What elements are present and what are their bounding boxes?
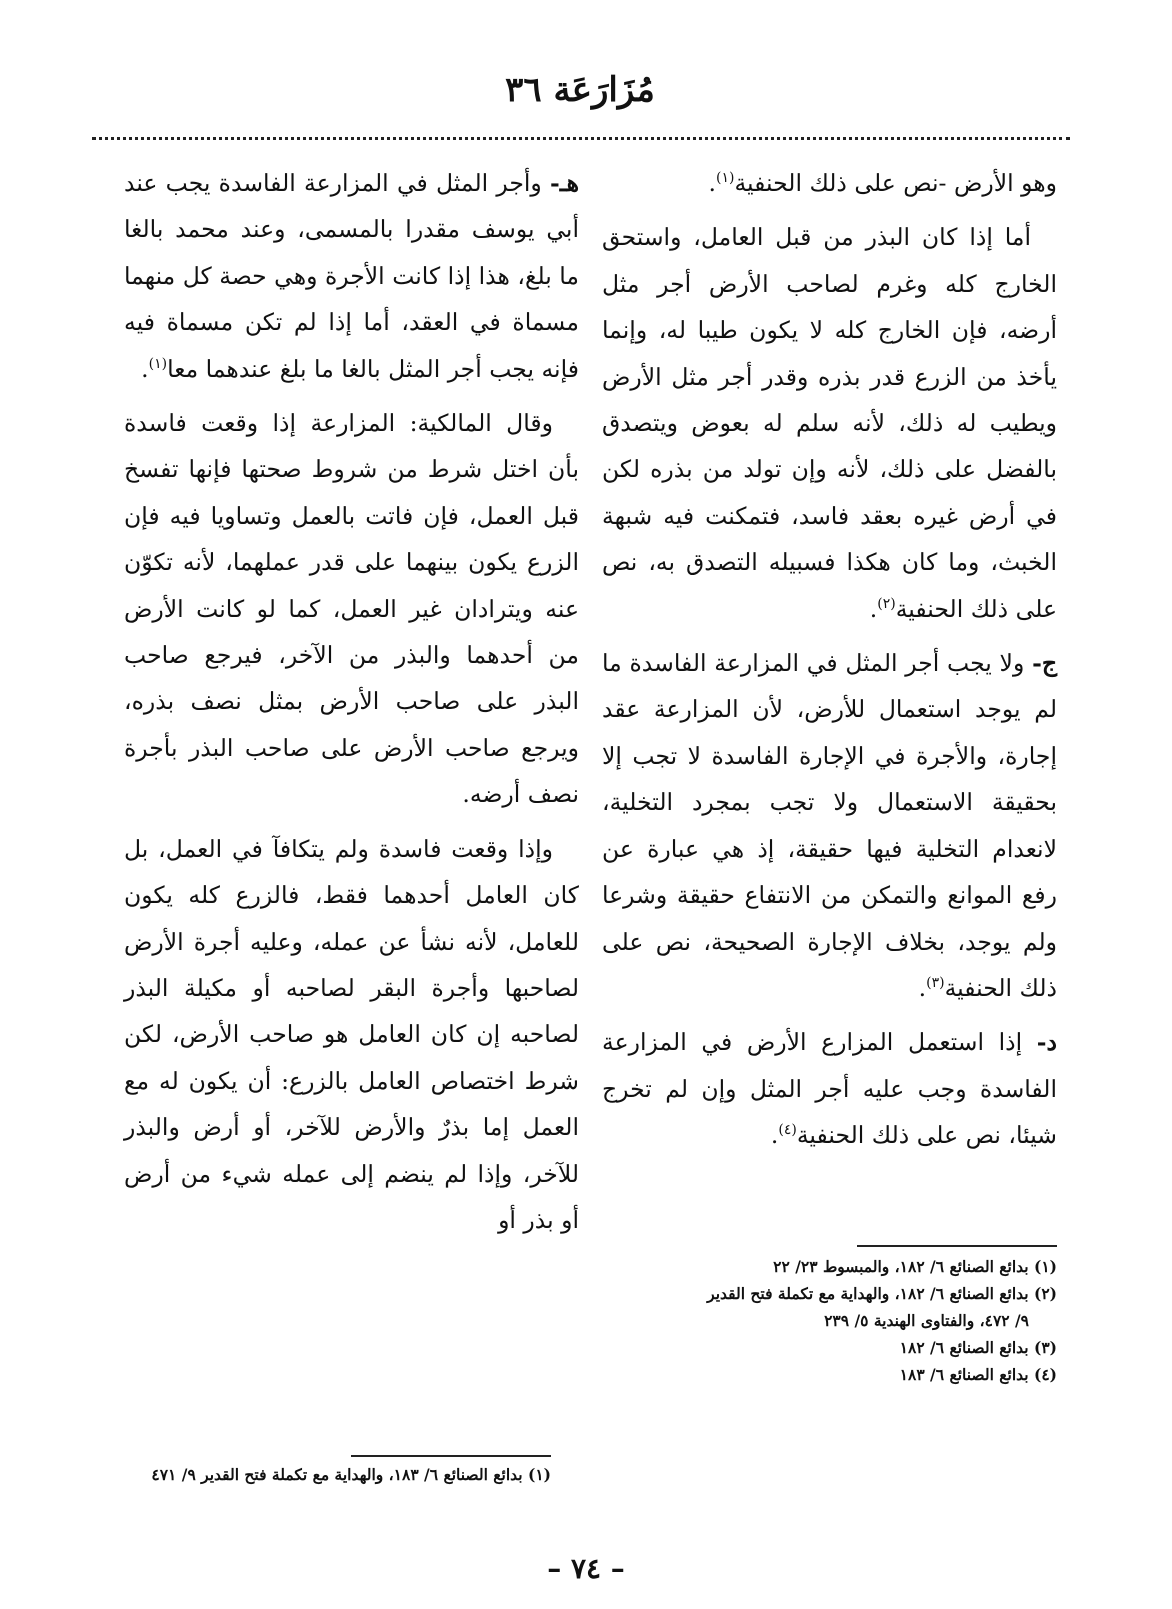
footnote: (١) بدائع الصنائع ٦/ ١٨٣، والهداية مع تكملة فتح القدير ٩/ ٤٧١ (151, 1465, 551, 1484)
right-text-column (602, 160, 1057, 1167)
paragraph (124, 826, 579, 1244)
left-text-column (124, 160, 579, 1251)
footnote: (١) بدائع الصنائع ٦/ ١٨٢، والمبسوط ٢٣/ ٢٢ (773, 1257, 1057, 1276)
paragraph: أما إذا كان البذر من قبل العامل، واستحق الخارج كله وغرم لصاحب الأرض أجر مثل أرضه، فإن الخارج كله لا يكون طيبا له، وإنما يأخذ من الزرع قدر بذره وقدر أجر مثل الأرض ويطيب له ذلك، لأنه سلم له بعوض ويتصدق بالفضل على ذلك، لأنه وإن تولد من بذره لكن في أرض غيره بعقد فاسد، فتمكنت فيه شبهة الخبث، وما كان هكذا فسبيله التصدق به، نص على ذلك الحنفية$^{(٢)}$. (602, 223, 1057, 623)
header-dotted-rule (92, 137, 1070, 140)
paragraph: هـ- وأجر المثل في المزارعة الفاسدة يجب عند أبي يوسف مقدرا بالمسمى، وعند محمد بالغا ما بلغ، هذا إذا كانت الأجرة وهي حصة كل منهما مسماة في العقد، أما إذا لم تكن مسماة فيه فإنه يجب أجر المثل بالغا ما بلغ عندهما معا$^{(١)}$. (124, 169, 579, 383)
footnote: (٢) بدائع الصنائع ٦/ ١٨٢، والهداية مع تكملة فتح القدير (707, 1284, 1057, 1303)
paragraph-text: ولا يجب أجر المثل في المزارعة الفاسدة ما لم يوجد استعمال للأرض، لأن المزارعة عقد إجارة، والأجرة في الإجارة الفاسدة لا تجب إلا بحقيقة الاستعمال ولا تجب بمجرد التخلية، لانعدام التخلية فيها حقيقة، إذ هي عبارة عن رفع الموانع والتمكن من الانتفاع حقيقة وشرعا ولم يوجد، بخلاف الإجارة الصحيحة، نص على ذلك الحنفية (602, 649, 1057, 1002)
paragraph: ج- ولا يجب أجر المثل في المزارعة الفاسدة ما لم يوجد استعمال للأرض، لأن المزارعة عقد إجارة، والأجرة في الإجارة الفاسدة لا تجب إلا بحقيقة الاستعمال ولا تجب بمجرد التخلية، لانعدام التخلية فيها حقيقة، إذ هي عبارة عن رفع الموانع والتمكن من الانتفاع حقيقة وشرعا ولم يوجد، بخلاف الإجارة الصحيحة، نص على ذلك الحنفية$^{(٣)}$. (602, 649, 1057, 1002)
footnote-ref: (٣) (926, 975, 945, 992)
footnote-ref: (٢) (877, 595, 896, 612)
footnote-divider (857, 1245, 1057, 1247)
paragraph-text: وإذا وقعت فاسدة ولم يتكافآ في العمل، بل كان العامل أحدهما فقط، فالزرع كله يكون للعامل، لأنه نشأ عن عمله، وعليه أجرة الأرض لصاحبها وأجرة البقر لصاحبه أو مكيلة البذر لصاحبه إن كان العامل هو صاحب الأرض، لكن شرط اختصاص العامل بالزرع: أن يكون له مع العمل إما بذرٌ والأرض للآخر، أو أرض والبذر للآخر، وإذا لم ينضم إلى عمله شيء من أرض أو بذر أو (124, 834, 579, 1234)
section-label: د- (1036, 1028, 1057, 1057)
footnote-divider (351, 1455, 551, 1457)
running-header: مُزَارَعَة ٣٦ (505, 70, 655, 110)
left-footnotes (91, 1461, 551, 1488)
paragraph: د- إذا استعمل المزارع الأرض في المزارعة الفاسدة وجب عليه أجر المثل وإن لم تخرج شيئا، نص على ذلك الحنفية$^{(٤)}$. (602, 1028, 1057, 1150)
paragraph-text: أما إذا كان البذر من قبل العامل، واستحق الخارج كله وغرم لصاحب الأرض أجر مثل أرضه، فإن الخارج كله لا يكون طيبا له، وإنما يأخذ من الزرع قدر بذره وقدر أجر مثل الأرض ويطيب له ذلك، لأنه سلم له بعوض ويتصدق بالفضل على ذلك، لأنه وإن تولد من بذره لكن في أرض غيره بعقد فاسد، فتمكنت فيه شبهة الخبث، وما كان هكذا فسبيله التصدق به، نص على ذلك الحنفية (602, 223, 1057, 623)
footnote-ref: (١) (715, 170, 735, 187)
right-footnotes (597, 1253, 1057, 1388)
footnote-ref: (٤) (778, 1122, 797, 1139)
section-label: ج- (1032, 649, 1057, 678)
paragraph-text: وأجر المثل في المزارعة الفاسدة يجب عند أبي يوسف مقدرا بالمسمى، وعند محمد بالغا ما بلغ، هذا إذا كانت الأجرة وهي حصة كل منهما مسماة في العقد، أما إذا لم تكن مسماة فيه فإنه يجب أجر المثل بالغا ما بلغ عندهما معا (124, 169, 579, 383)
paragraph-text: إذا استعمل المزارع الأرض في المزارعة الفاسدة وجب عليه أجر المثل وإن لم تخرج شيئا، نص على ذلك الحنفية (602, 1028, 1057, 1150)
footnote-continuation: ٩/ ٤٧٢، والفتاوى الهندية ٥/ ٢٣٩ (824, 1311, 1029, 1330)
page-number: – ٧٤ – (547, 1552, 625, 1585)
footnote: (٣) بدائع الصنائع ٦/ ١٨٢ (899, 1338, 1057, 1357)
paragraph-text: وهو الأرض -نص على ذلك الحنفية (734, 169, 1057, 197)
paragraph (124, 400, 579, 818)
paragraph-text: وقال المالكية: المزارعة إذا وقعت فاسدة بأن اختل شرط من شروط صحتها فإنها تفسخ قبل العمل، فإن فاتت بالعمل وتساويا فيه فإن الزرع يكون بينهما على قدر عملهما، لأنه تكوّن عنه ويترادان غير العمل، كما لو كانت الأرض من أحدهما والبذر من الآخر، فيرجع صاحب البذر على صاحب الأرض بمثل نصف بذره، ويرجع صاحب الأرض على صاحب البذر بأجرة نصف أرضه. (124, 409, 579, 809)
footnote: (٤) بدائع الصنائع ٦/ ١٨٣ (899, 1365, 1057, 1384)
footnote-ref: (١) (148, 355, 168, 372)
section-label: هـ- (549, 169, 579, 197)
paragraph: وهو الأرض -نص على ذلك الحنفية$^{(١)}$. (708, 169, 1057, 197)
